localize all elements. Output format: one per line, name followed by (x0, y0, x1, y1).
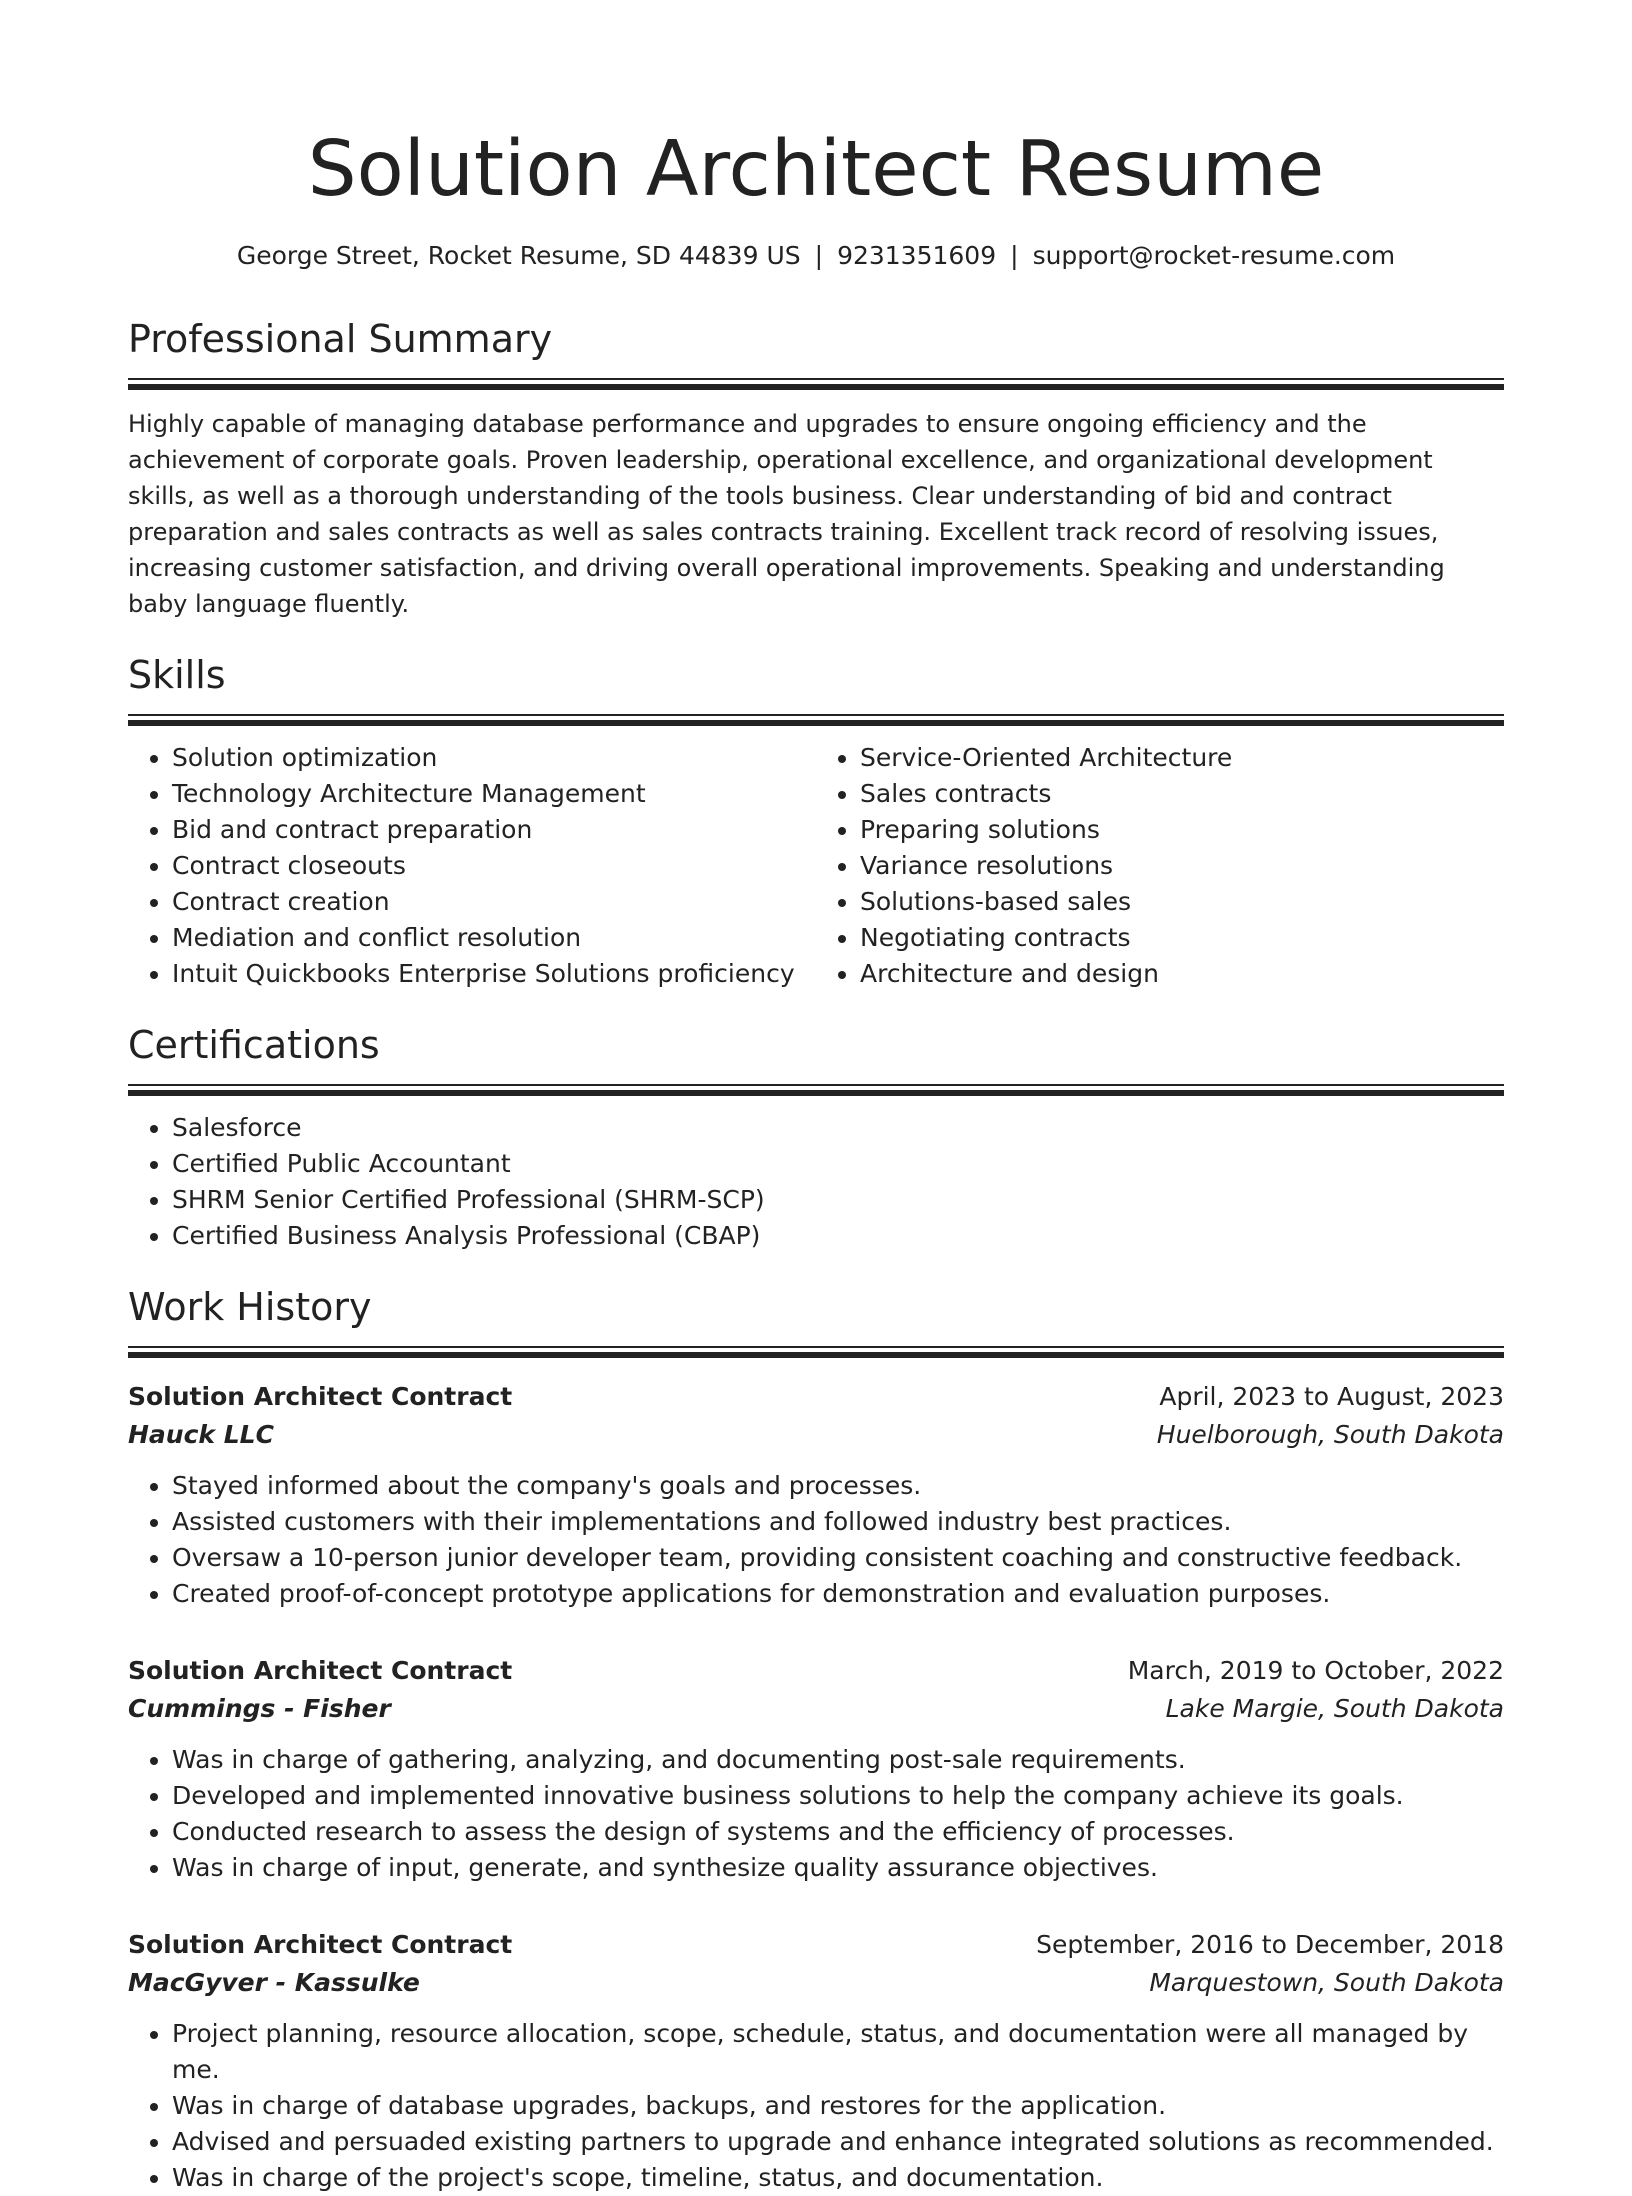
skill-item: • Technology Architecture Management (172, 776, 816, 812)
section-heading: Work History (128, 1285, 372, 1329)
job-title: Solution Architect Contract (128, 1382, 513, 1411)
job-bullet: • Was in charge of database upgrades, backups, and restores for the application. (172, 2088, 1504, 2124)
skills-columns (128, 740, 1504, 992)
job-entry (128, 1652, 1504, 1886)
job-company: MacGyver - Kassulke (128, 1968, 420, 1997)
section-heading: Skills (128, 653, 226, 697)
skills-list-right (816, 740, 1504, 992)
job-header-row (128, 1378, 1504, 1416)
job-company: Cummings - Fisher (128, 1694, 391, 1723)
skill-item: • Preparing solutions (860, 812, 1504, 848)
job-header-row (128, 1926, 1504, 1964)
skill-item: • Service-Oriented Architecture (860, 740, 1504, 776)
contact-address: George Street, Rocket Resume, SD 44839 US (236, 241, 801, 270)
job-bullet: • Project planning, resource allocation, scope, schedule, status, and documentation were all managed by me. (172, 2016, 1504, 2088)
section-divider (128, 378, 1504, 390)
job-bullet: • Developed and implemented innovative business solutions to help the company achieve its goals. (172, 1778, 1504, 1814)
job-bullets (128, 1742, 1504, 1886)
job-entry (128, 1378, 1504, 1612)
job-location: Huelborough, South Dakota (1156, 1420, 1504, 1449)
skill-item: • Bid and contract preparation (172, 812, 816, 848)
summary-text: Highly capable of managing database performance and upgrades to ensure ongoing efficiency and the achievement of corporate goals. Proven leadership, operational excellence, and organizational development skills, as well as a thorough understanding of the tools business. Clear understanding of bid and contract preparation and sales contracts as well as sales contracts training. Excellent track record of resolving issues, increasing customer satisfaction, and driving overall operational improvements. Speaking and understanding baby language fluently. (128, 410, 1445, 618)
skills-list-left (128, 740, 816, 992)
job-bullets (128, 1468, 1504, 1612)
section-divider (128, 1084, 1504, 1096)
job-title: Solution Architect Contract (128, 1930, 513, 1959)
contact-separator: | (1010, 241, 1019, 270)
skill-item: • Intuit Quickbooks Enterprise Solutions proficiency (172, 956, 816, 992)
job-company-row (128, 1690, 1504, 1728)
job-bullet: • Created proof-of-concept prototype applications for demonstration and evaluation purposes. (172, 1576, 1504, 1612)
skill-item: • Solutions-based sales (860, 884, 1504, 920)
resume-title: Solution Architect Resume (307, 125, 1325, 214)
job-bullet: • Oversaw a 10-person junior developer team, providing consistent coaching and constructive feedback. (172, 1540, 1504, 1576)
job-title: Solution Architect Contract (128, 1656, 513, 1685)
contact-separator: | (814, 241, 824, 270)
job-company-row (128, 1416, 1504, 1454)
contact-line (128, 238, 1504, 274)
certification-item: • Certified Public Accountant (172, 1146, 1504, 1182)
job-bullet: • Was in charge of the project's scope, timeline, status, and documentation. (172, 2160, 1504, 2196)
job-header-row (128, 1652, 1504, 1690)
job-bullet: • Stayed informed about the company's goals and processes. (172, 1468, 1504, 1504)
job-dates: March, 2019 to October, 2022 (1127, 1656, 1504, 1685)
job-location: Lake Margie, South Dakota (1165, 1694, 1504, 1723)
certification-item: • Salesforce (172, 1110, 1504, 1146)
job-bullet: • Was in charge of input, generate, and synthesize quality assurance objectives. (172, 1850, 1504, 1886)
certifications-list (128, 1110, 1504, 1254)
certifications-section (128, 1020, 1504, 1254)
skills-section (128, 650, 1504, 992)
contact-email: support@rocket-resume.com (1032, 241, 1396, 270)
job-bullet: • Advised and persuaded existing partners to upgrade and enhance integrated solutions as recommended. (172, 2124, 1504, 2160)
job-company: Hauck LLC (128, 1420, 274, 1449)
job-bullet: • Conducted research to assess the design of systems and the efficiency of processes. (172, 1814, 1504, 1850)
skill-item: • Sales contracts (860, 776, 1504, 812)
job-entry (128, 1926, 1504, 2196)
skill-item: • Mediation and conflict resolution (172, 920, 816, 956)
job-bullets (128, 2016, 1504, 2196)
job-dates: April, 2023 to August, 2023 (1159, 1382, 1504, 1411)
professional-summary-section (128, 314, 1504, 622)
work-history-section (128, 1282, 1504, 2196)
contact-phone: 9231351609 (837, 241, 997, 270)
job-location: Marquestown, South Dakota (1149, 1968, 1504, 1997)
section-heading: Professional Summary (128, 317, 553, 361)
skill-item: • Solution optimization (172, 740, 816, 776)
skill-item: • Contract closeouts (172, 848, 816, 884)
skill-item: • Variance resolutions (860, 848, 1504, 884)
certification-item: • SHRM Senior Certified Professional (SHRM-SCP) (172, 1182, 1504, 1218)
skill-item: • Negotiating contracts (860, 920, 1504, 956)
certification-item: • Certified Business Analysis Professional (CBAP) (172, 1218, 1504, 1254)
job-bullet: • Was in charge of gathering, analyzing, and documenting post-sale requirements. (172, 1742, 1504, 1778)
job-company-row (128, 1964, 1504, 2002)
section-divider (128, 1346, 1504, 1358)
section-heading: Certifications (128, 1023, 380, 1067)
section-divider (128, 714, 1504, 726)
skill-item: • Contract creation (172, 884, 816, 920)
job-bullet: • Assisted customers with their implementations and followed industry best practices. (172, 1504, 1504, 1540)
job-dates: September, 2016 to December, 2018 (1036, 1930, 1504, 1959)
skill-item: • Architecture and design (860, 956, 1504, 992)
